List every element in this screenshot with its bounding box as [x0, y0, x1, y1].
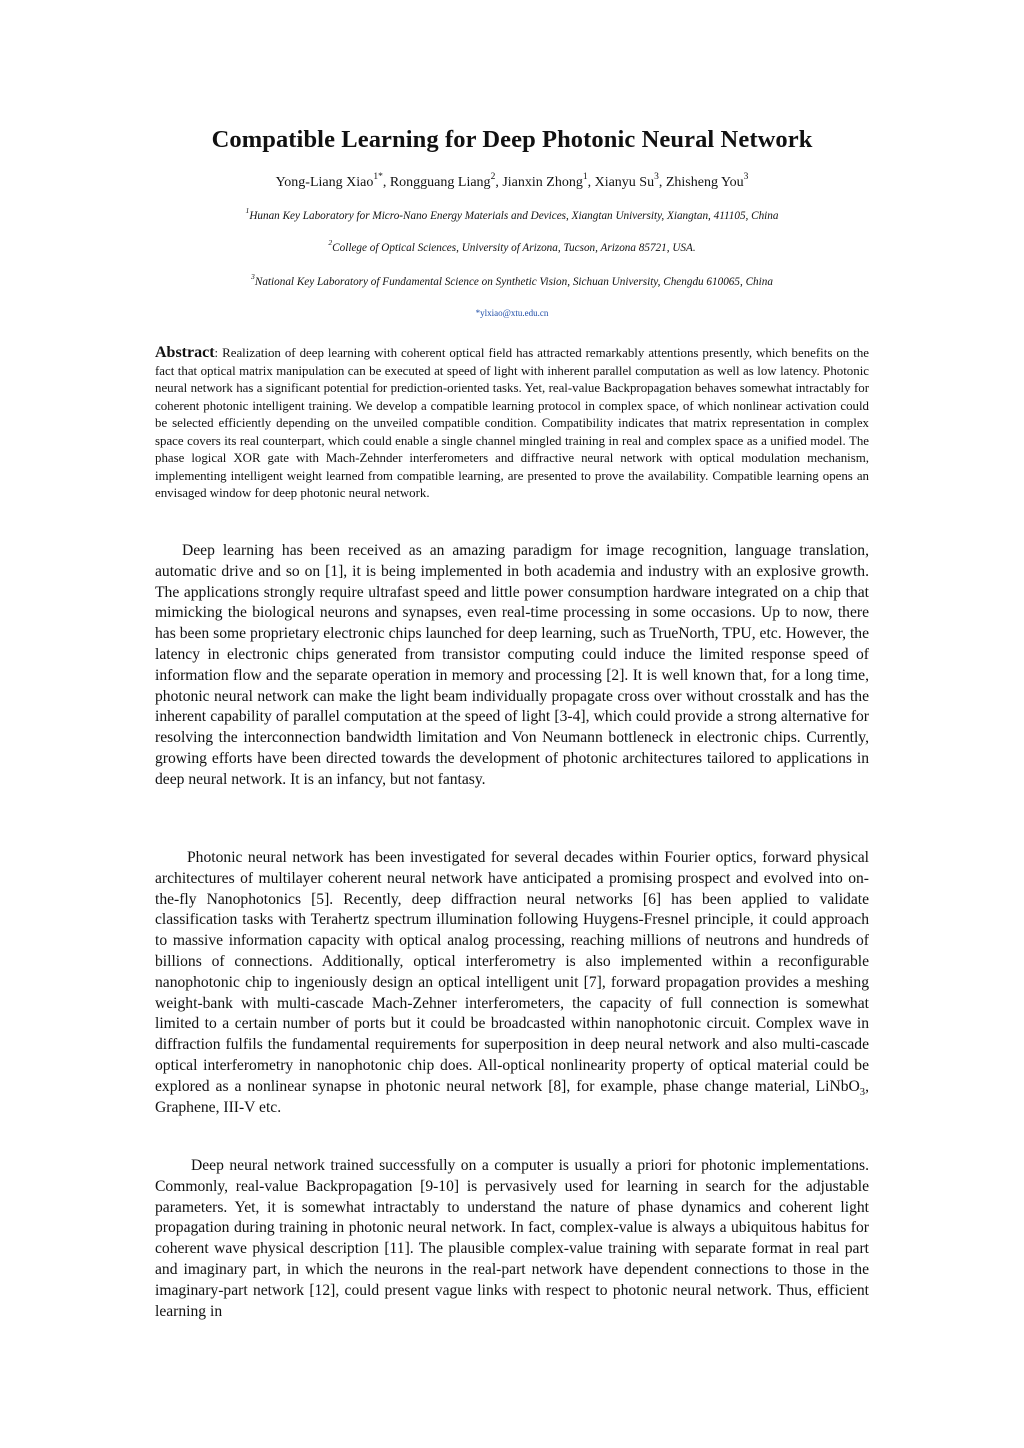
author-affiliation-mark: 1 [582, 171, 588, 182]
affiliation-2 [0, 238, 1024, 254]
author-separator: , [495, 175, 503, 190]
affiliation-mark: 1 [245, 206, 250, 216]
author-name: Jianxin Zhong [502, 175, 583, 190]
author-separator: , [658, 175, 666, 190]
author-affiliation-mark: 3 [743, 171, 749, 182]
author-separator: , [382, 175, 390, 190]
author-name: Xianyu Su [594, 175, 655, 190]
author-name: Yong-Liang Xiao [275, 175, 374, 190]
abstract-colon: : [214, 346, 219, 360]
affiliation-3 [0, 272, 1024, 288]
body-paragraph-1: Deep learning has been received as an amazing paradigm for image recognition, language translation, automatic drive and so on [1], it is being implemented in both academia and industry with an explosive growth. The applications strongly require ultrafast speed and little power consumption hardware integrated on a chip that mimicking the biological neurons and synapses, even real-time processing in some occasions. Up to now, there has been some proprietary electronic chips launched for deep learning, such as TrueNorth, TPU, etc. However, the latency in electronic chips generated from transistor computing could induce the limited response speed of information flow and the separate operation in memory and processing [2]. It is well known that, for a long time, photonic neural network can make the light beam individually propagate cross over without crosstalk and has the inherent capability of parallel computation at the speed of light [3-4], which could provide a strong alternative for resolving the interconnection bandwidth limitation and Von Neumann bottleneck in electronic chips. Currently, growing efforts have been directed towards the development of photonic architectures tailored to applications in deep neural network. It is an infancy, but not fantasy. [155, 542, 869, 788]
body-paragraph-3: Deep neural network trained successfully on a computer is usually a priori for photonic implementations. Commonly, real-value Backpropagation [9-10] is pervasively used for learning in search for the adjustable parameters. Yet, it is somewhat intractably to understand the nature of phase dynamics and coherent light propagation during training in photonic neural network. In fact, complex-value is always a ubiquitous habitus for coherent wave physical description [11]. The plausible complex-value training with separate format in real part and imaginary part, in which the neurons in the real-part network have dependent connections to those in the imaginary-part network [12], could present vague links with respect to photonic neural network. Thus, efficient learning in [155, 1157, 869, 1320]
abstract-label: Abstract [155, 344, 215, 361]
affiliation-text: National Key Laboratory of Fundamental Science on Synthetic Vision, Sichuan University, Chengdu 610065, China [254, 276, 773, 288]
affiliation-text: Hunan Key Laboratory for Micro-Nano Energy Materials and Devices, Xiangtan University, Xiangtan, 411105, China [249, 210, 779, 222]
body-paragraph-2 [155, 848, 869, 1118]
author-name: Zhisheng You [665, 175, 744, 190]
abstract [155, 344, 869, 503]
author-name: Rongguang Liang [389, 175, 491, 190]
author-separator: , [587, 175, 595, 190]
author-list [0, 171, 1024, 191]
affiliation-mark: 3 [251, 272, 255, 282]
paragraph-text: Photonic neural network has been investigated for several decades within Fourier optics, forward physical architectures of multilayer coherent neural network have anticipated a promising prospect and evolved into on-the-fly Nanophotonics [5]. Recently, deep diffraction neural networks [6] has been applied to validate classification tasks with Terahertz spectrum illumination following Huygens-Fresnel principle, it could approach to massive information capacity with optical analog processing, reaching millions of neutrons and hundreds of billions of connections. Additionally, optical interferometry is also implemented within a reconfigurable nanophotonic chip to ingeniously design an optical intelligent unit [7], forward propagation provides a meshing weight-bank with multi-cascade Mach-Zehner interferometers, the capacity of full connection is somewhat limited to a certain number of ports but it could be broadcasted within nanophotonic circuit. Complex wave in diffraction fulfils the fundamental requirements for superposition in deep neural network and also multi-cascade optical interferometry in nanophotonic chip does. All-optical nonlinearity property of optical material could be explored as a nonlinear synapse in photonic neural network [8], for example, phase change material, LiNbO [155, 849, 869, 1095]
paragraph-text: , Graphene, III-V etc. [155, 1077, 869, 1116]
author-affiliation-mark: 1* [373, 171, 383, 182]
abstract-text: Realization of deep learning with coherent optical field has attracted remarkably attentions presently, which benefits on the fact that optical matrix manipulation can be executed at speed of light with inherent parallel computation as well as low latency. Photonic neural network has a significant potential for prediction-oriented tasks. Yet, real-value Backpropagation behaves somewhat intractably for coherent photonic intelligent training. We develop a compatible learning protocol in complex space, of which nonlinear activation could be selected efficiently depending on the unveiled compatible condition. Compatibility indicates that matrix representation in complex space covers its real counterpart, which could enable a single channel mingled training in real and complex space as a unified model. The phase logical XOR gate with Mach-Zehnder interferometers and diffractive neural network with optical modulation mechanism, implementing intelligent weight learned from compatible learning, are presented to prove the availability. Compatible learning opens an envisaged window for deep photonic neural network. [155, 346, 869, 500]
author-affiliation-mark: 2 [490, 171, 496, 182]
subscript: 3 [859, 1086, 866, 1098]
corresponding-email[interactable]: *ylxiao@xtu.edu.cn [475, 308, 549, 318]
affiliation-text: College of Optical Sciences, University of Arizona, Tucson, Arizona 85721, USA. [332, 242, 696, 254]
author-affiliation-mark: 3 [654, 171, 659, 182]
affiliation-mark: 2 [328, 238, 333, 248]
paper-title: Compatible Learning for Deep Photonic Neural Network [211, 126, 813, 153]
affiliation-1 [0, 206, 1024, 222]
